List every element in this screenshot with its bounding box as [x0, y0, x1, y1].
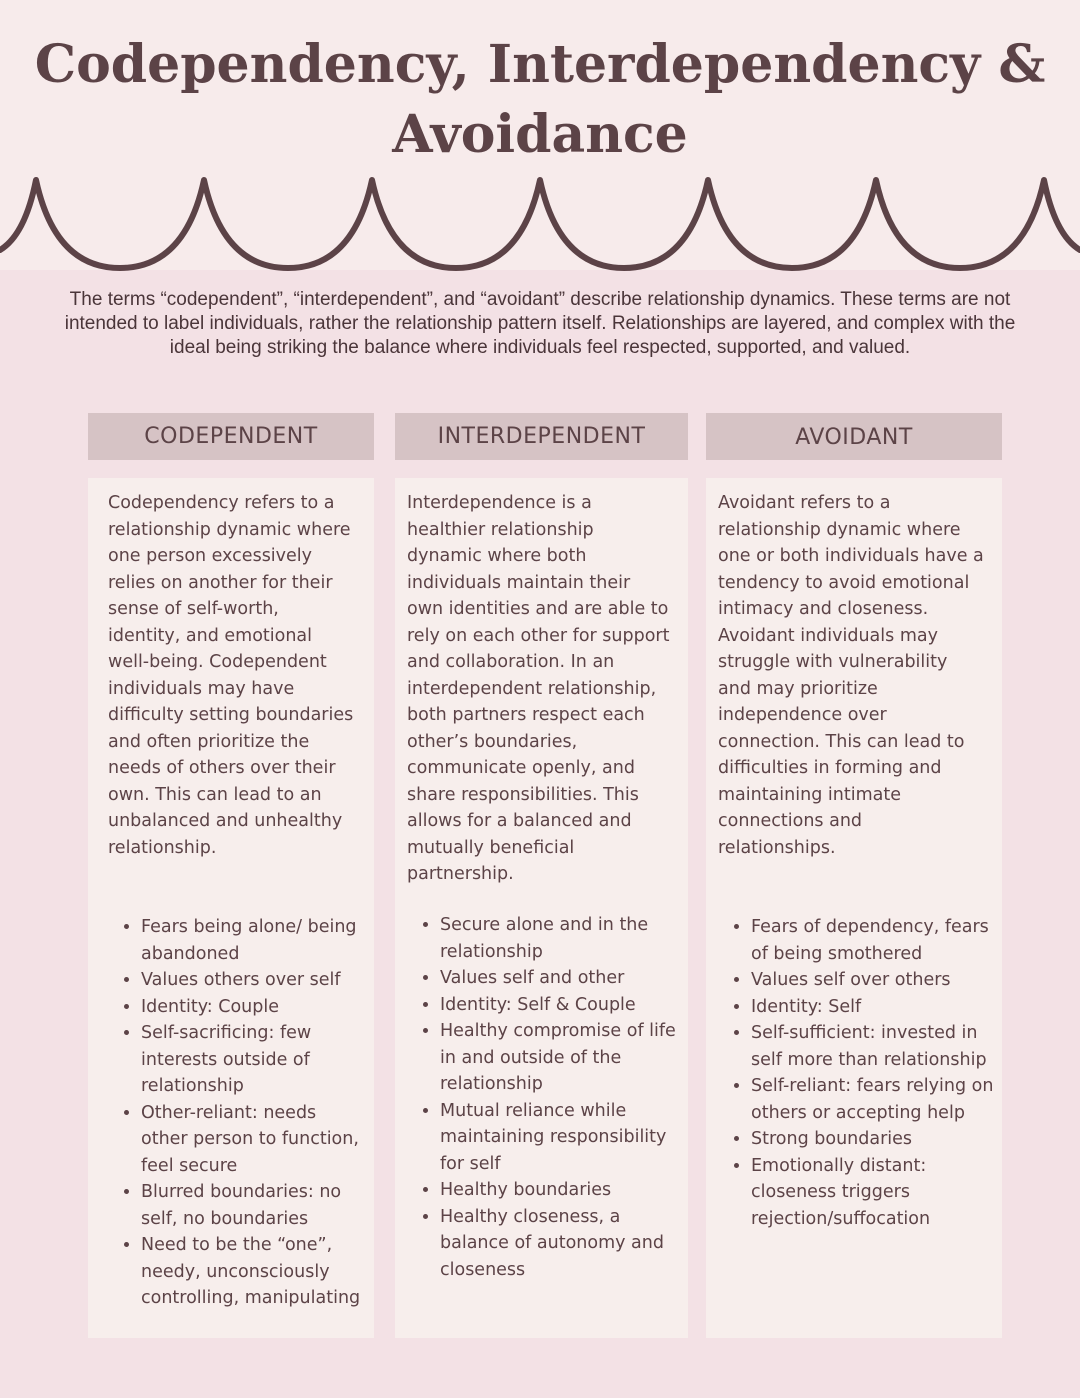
codependent-description: Codependency refers to a relationship dynamic where one person excessively relies on another for their sense of self-worth, identity, and emotional well-being. Codependent individuals may have difficulty setting boundaries and often prioritize the needs of others over their own. This can lead to an unbalanced and unhealthy relationship. — [108, 493, 354, 858]
list-item: • Mutual reliance while maintaining responsibility for self — [440, 1098, 682, 1178]
avoidant-card — [706, 478, 1002, 1338]
list-item: • Fears of dependency, fears of being smothered — [751, 914, 996, 967]
list-item: • Other-reliant: needs other person to function, feel secure — [141, 1100, 368, 1180]
intro-paragraph: The terms “codependent”, “interdependent”, and “avoidant” describe relationship dynamics. These terms are not intended to label individuals, rather the relationship pattern itself. Relationships are layered, and complex with the ideal being striking the balance where individuals feel respected, supported, and valued. — [64, 289, 1016, 358]
list-item: • Values others over self — [141, 967, 368, 994]
avoidant-heading: AVOIDANT — [706, 413, 1002, 460]
list-item: • Secure alone and in the relationship — [440, 912, 682, 965]
avoidant-description: Avoidant refers to a relationship dynamic where one or both individuals have a tendency to avoid emotional intimacy and closeness. Avoidant individuals may struggle with vulnerability and may prioritize independence over connection. This can lead to difficulties in forming and maintaining intimate connections and relationships. — [718, 493, 984, 858]
list-item: • Blurred boundaries: no self, no boundaries — [141, 1179, 368, 1232]
list-item: • Fears being alone/ being abandoned — [141, 914, 368, 967]
list-item: • Healthy closeness, a balance of autonomy and closeness — [440, 1204, 682, 1284]
list-item: • Strong boundaries — [751, 1126, 996, 1153]
list-item: • Healthy compromise of life in and outside of the relationship — [440, 1018, 682, 1098]
list-item: • Identity: Couple — [141, 994, 368, 1021]
interdependent-traits — [407, 912, 682, 1283]
codependent-traits — [108, 914, 368, 1312]
list-item: • Values self and other — [440, 965, 682, 992]
scallop-divider — [0, 170, 1080, 280]
list-item: • Values self over others — [751, 967, 996, 994]
list-item: • Self-sufficient: invested in self more than relationship — [751, 1020, 996, 1073]
interdependent-description: Interdependence is a healthier relationship dynamic where both individuals maintain their own identities and are able to rely on each other for support and collaboration. In an interdependent relationship, both partners respect each other’s boundaries, communicate openly, and share responsibilities. This allows for a balanced and mutually beneficial partnership. — [407, 493, 670, 884]
interdependent-card — [395, 478, 688, 1338]
list-item: • Healthy boundaries — [440, 1177, 682, 1204]
codependent-heading: CODEPENDENT — [88, 413, 374, 460]
scallop-line — [0, 180, 1080, 268]
list-item: • Identity: Self — [751, 994, 996, 1021]
list-item: • Self-sacrificing: few interests outside of relationship — [141, 1020, 368, 1100]
list-item: • Self-reliant: fears relying on others or accepting help — [751, 1073, 996, 1126]
page-title: Codependency, Interdependency & Avoidance — [34, 34, 1046, 165]
list-item: • Need to be the “one”, needy, unconsciously controlling, manipulating — [141, 1232, 368, 1312]
interdependent-heading: INTERDEPENDENT — [395, 413, 688, 460]
codependent-card — [88, 478, 374, 1338]
avoidant-traits — [718, 914, 996, 1232]
list-item: • Emotionally distant: closeness triggers rejection/suffocation — [751, 1153, 996, 1233]
list-item: • Identity: Self & Couple — [440, 992, 682, 1019]
